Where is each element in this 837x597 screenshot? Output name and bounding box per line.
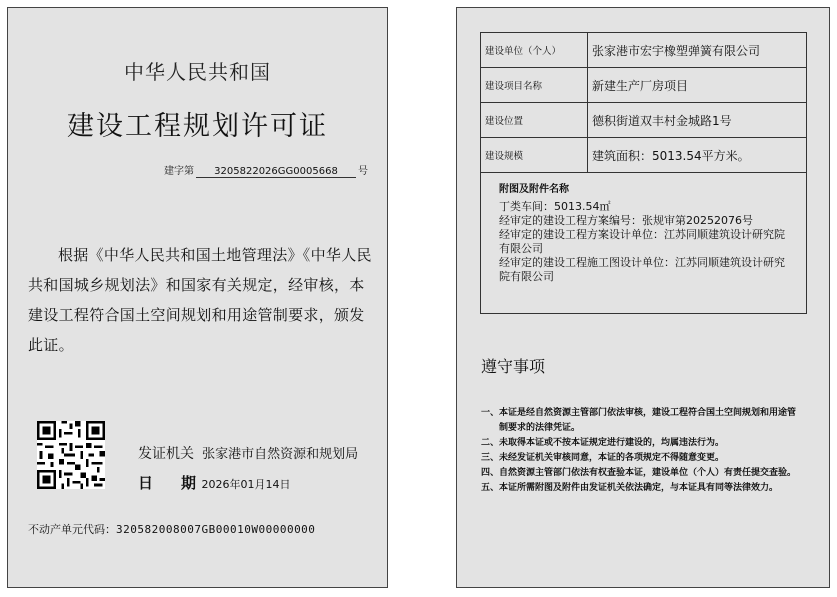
attachment-item: 丁类车间：5013.54㎡	[499, 200, 611, 213]
serial-label: 建字第	[164, 166, 194, 177]
rules-title: 遵守事项	[481, 357, 546, 376]
rule-item: 三、未经发证机关审核同意，本证的各项规定不得随意变更。	[481, 453, 725, 463]
issue-date	[138, 472, 291, 493]
serial-number: 3205822026GG0005668	[196, 166, 356, 178]
row-label: 建设规模	[481, 138, 588, 173]
table-row	[481, 33, 807, 68]
attachment-item: 经审定的建设工程方案编号：张规审第20252076号	[499, 214, 753, 227]
date-label-char-2: 期	[181, 474, 197, 492]
attachments-row	[481, 173, 807, 314]
issuer-name: 张家港市自然资源和规划局	[202, 447, 359, 462]
certificate-body-text: 根据《中华人民共和国土地管理法》《中华人民共和国城乡规划法》和国家有关规定，经审核，本建设工程符合国土空间规划和用途管制要求，颁发此证。	[28, 246, 372, 354]
row-value: 建筑面积：5013.54平方米。	[588, 138, 807, 173]
certificate-front-page	[7, 7, 388, 588]
serial-number-line	[164, 162, 368, 178]
table-row	[481, 68, 807, 103]
rule-item: 四、自然资源主管部门依法有权查验本证，建设单位（个人）有责任提交查验。	[481, 468, 797, 478]
row-label: 建设位置	[481, 103, 588, 138]
row-label: 建设单位（个人）	[481, 33, 588, 68]
qr-code-icon	[37, 421, 105, 489]
attachments-cell	[481, 173, 807, 314]
realty-code-label: 不动产单元代码：	[28, 523, 116, 536]
row-value: 新建生产厂房项目	[588, 68, 807, 103]
attachment-item: 经审定的建设工程方案设计单位：江苏同顺建筑设计研究院有限公司	[499, 228, 785, 255]
date-value: 2026年01月14日	[201, 478, 291, 491]
date-label-char-1: 日	[138, 474, 154, 492]
certificate-title: 建设工程规划许可证	[67, 111, 328, 142]
attachment-item: 经审定的建设工程施工图设计单位：江苏同顺建筑设计研究院有限公司	[499, 256, 785, 283]
serial-suffix: 号	[358, 166, 368, 177]
row-label: 建设项目名称	[481, 68, 588, 103]
table-row	[481, 138, 807, 173]
project-info-table	[480, 32, 807, 314]
row-value: 德积街道双丰村金城路1号	[588, 103, 807, 138]
rule-item: 五、本证所需附图及附件由发证机关依法确定，与本证具有同等法律效力。	[481, 483, 779, 493]
realty-code-value: 320582008007GB00010W00000000	[116, 523, 316, 536]
realty-unit-code	[28, 521, 315, 537]
rule-item: 一、本证是经自然资源主管部门依法审核，建设工程符合国土空间规划和用途管制要求的法律凭证。	[481, 408, 797, 433]
issuing-authority	[138, 443, 358, 463]
country-name: 中华人民共和国	[124, 60, 271, 84]
issuer-label: 发证机关	[138, 446, 194, 462]
table-row	[481, 103, 807, 138]
rule-item: 二、未取得本证或不按本证规定进行建设的，均属违法行为。	[481, 438, 725, 448]
rules-list	[481, 406, 801, 496]
attachments-title: 附图及附件名称	[499, 184, 569, 195]
certificate-back-page	[456, 7, 830, 588]
row-value: 张家港市宏宇橡塑弹簧有限公司	[588, 33, 807, 68]
